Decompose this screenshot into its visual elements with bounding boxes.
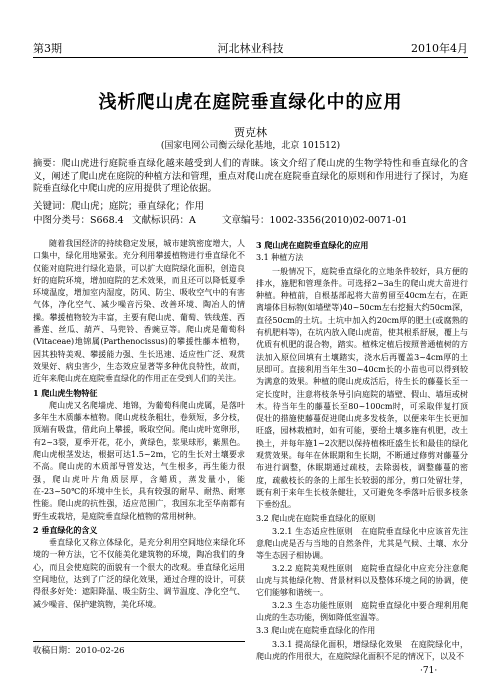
author-affiliation: (国家电网公司衡云绿化基地，北京 101512) xyxy=(160,141,341,151)
document-code: 文献标识码：A xyxy=(132,215,196,226)
section-2-text: 垂直绿化又称立体绿化，是充分利用空间地位来绿化环境的一种方法，它不仅能美化建筑物的环境，陶冶我们的身心，而且会使庭院的面貌有一个很大的改观。垂直绿化运用空间地位，达到了广泛的绿化效果，通过合理的设计，可获得很多好处：遮阳降温、吸尘防尘、调节温度、净化空气、减少噪音、保护建筑物，美化环境。 xyxy=(33,538,245,609)
section-3-2-heading: 3.2 爬山虎在庭院垂直绿化的原则 xyxy=(256,513,376,523)
section-3-1-heading: 3.1 种植方法 xyxy=(256,253,304,263)
intro-paragraph: 随着我国经济的持续稳定发展，城市建筑密度增大，人口集中，绿化用地紧张。充分利用攀援植物进行垂直绿化不仅能对庭院进行绿化造景，可以扩大庭院绿化面积，创造良好的庭院环境，增加庭院的艺术效果，而且还可以降低夏季环境温度，增加室内湿度，防风、防尘、吸收空气中的有害气体，净化空气、减少噪音污染、改善环境、陶冶人的情操。攀援植物较为丰富，主要有爬山虎、葡萄、铁线莲、西番莲、丝瓜、葫芦、马兜铃、香豌豆等。爬山虎是葡萄科(Vitaceae)地锦属(Parthenocissus)的攀援性藤本植物，因其独特美观、攀援能力强、生长迅速、适应性广泛、观赏效果好、病虫害少，生态效应显著等多种优良特性，故而，近年来爬山虎在庭院垂直绿化的作用正在受到人们的关注。 xyxy=(33,239,245,384)
section-2-heading: 2 垂直绿化的含义 xyxy=(33,524,98,535)
section-3-3-1-text: 3.3.1 提高绿化面积，增绿绿化效果 在庭院绿化中，爬山虎的作用很大，在庭院绿化面积不足的情况下，以及不 xyxy=(256,639,468,661)
issue-number: 第3期 xyxy=(33,42,62,55)
section-1-heading: 1 爬山虎生物特征 xyxy=(33,387,98,398)
classification-number: 中图分类号：S668.4 xyxy=(33,215,124,226)
section-3-3-heading: 3.3 爬山虎在庭院垂直绿化的作用 xyxy=(256,626,376,636)
section-3-2-1-text: 3.2.1 生态适应性原则 在庭院垂直绿化中应该首先注意爬山虎是否与当地的自然条件，尤其是气候、土壤、水分等生态因子相协调。 xyxy=(256,526,468,561)
received-date-footnote: 收稿日期：2010-02-26 xyxy=(33,641,245,656)
paper-title: 浅析爬山虎在庭院垂直绿化中的应用 xyxy=(98,92,403,113)
page-number: ·71· xyxy=(420,666,438,676)
section-3-heading: 3 爬山虎在庭院垂直绿化的应用 xyxy=(256,240,369,250)
journal-name: 河北林业科技 xyxy=(217,42,284,55)
section-3-2-3-text: 3.2.3 生态功能性原则 庭院垂直绿化中要合理利用爬山虎的生态功能，例如降低室温等。 xyxy=(256,600,468,622)
keywords: 关键词：爬山虎；庭院；垂直绿化；作用 xyxy=(33,201,205,212)
section-3-2-2-text: 3.2.2 庭院美观性原则 庭院垂直绿化中应充分注意爬山虎与其他绿化物、背景材料以及整体环境之间的协调，使它们能够和谐统一。 xyxy=(256,563,468,598)
issue-date: 2010年4月 xyxy=(411,42,468,55)
running-header xyxy=(33,40,468,56)
header-rule xyxy=(33,57,468,58)
left-column xyxy=(33,238,245,611)
section-1-text: 爬山虎又名爬墙虎、地锦，为葡萄科爬山虎属，是落叶多年生木质藤本植物。爬山虎枝条粗壮，卷须短，多分枝，顶端有吸盘，借此向上攀援，吸取空间。爬山虎叶宽卵形，有2~3裂，夏季开花，花小，黄绿色，浆果球形，紫黑色。爬山虎根茎发达，根据可达1.5~2m，它的生长对土壤要求不高。爬山虎的木质部导管发达，气生根多，再生能力很强，爬山虎叶片角质层厚，含蜡质，蒸发量小，能在-23~50℃的环境中生长，具有较强的耐旱、耐热、耐寒性能。爬山虎的抗性强，适应范围广，我国东北至华南都有野生或栽培，是庭院垂直绿化植物的常用树种。 xyxy=(33,400,245,521)
abstract: 摘要：爬山虎进行庭院垂直绿化越来越受到人们的青睐。该文介绍了爬山虎的生物学特性和垂直绿化的含义，阐述了爬山虎在庭院的种植方法和管理，重点对爬山虎在庭院垂直绿化的原则和作用进行了探讨，为庭院垂直绿化中爬山虎的应用提供了理论依据。 xyxy=(33,158,468,195)
author-name: 贾克林 xyxy=(234,126,267,139)
section-3-1-text: 一般情况下，庭院垂直绿化的立地条件较好，具方便的排水，施肥和管理条件。可选择2~3a生的爬山虎大苗进行种植。种植前，自根基部起将大苗剪留至40cm左右，在距离墙体目标物(如墙壁等)40~50cm左右挖掘大约50cm深，直径50cm的土坑。土坑中加入约20cm厚的肥土(或腐熟的有机肥料等)，在坑内放入爬山虎苗，使其根系舒展，覆上与优质有机肥的混合物，踏实。植株定植后按照普通植树的方法加入原位回填有土壤踏实，浇水后再覆盖3~4cm厚的土层即可。直接利用当年生30~40cm长的小苗也可以得到较为满意的效果。种植的爬山虎成活后，待生长的藤蔓长至一定长度时，注意将枝条导引向庭院的墙壁、假山、墙垣或树木。待当年生的藤蔓长至80~100cm时，可采取伴复打顶促壮的措施使藤蔓促进爬山虎多发枝条，以便来年生长更加旺盛，园林栽植时，如有可能，要给土壤多施有机肥，改土换土，并每年施1~2次肥以保持植株旺盛生长和最佳的绿化观赏效果。每年在休眠期和生长期，不断通过修剪对藤蔓分布进行调整，休眠期通过疏枝，去除弱枝，调整藤蔓的密度，疏截枝长的条的上部生长较弱的部分，剪口处留壮芽，既有利于来年生长枝条健壮，又可避免冬季落叶后很多枝条下垂纷乱。 xyxy=(256,266,468,510)
article-number: 文章编号：1002-3356(2010)02-0071-01 xyxy=(222,215,408,226)
right-column xyxy=(256,238,468,663)
